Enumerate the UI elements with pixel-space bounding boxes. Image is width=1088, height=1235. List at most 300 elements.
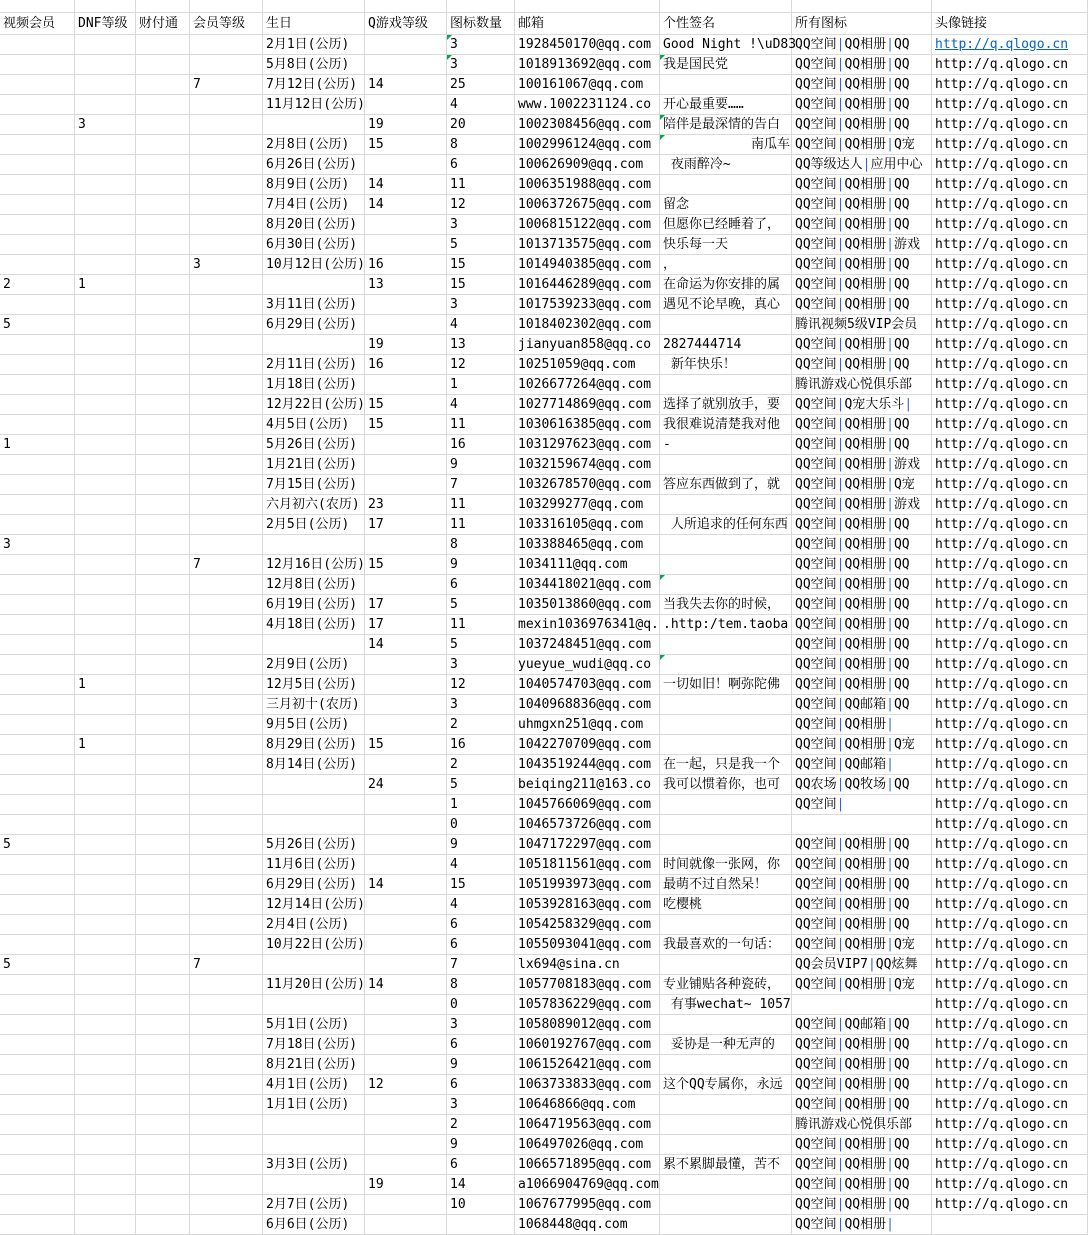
cell-avatar-link[interactable] xyxy=(932,35,1088,55)
cell-all-icons[interactable]: QQ空间|QQ相册|QQ xyxy=(792,915,932,935)
cell-icon-count[interactable]: 4 xyxy=(447,315,515,335)
cell-icon-count[interactable]: 1 xyxy=(447,375,515,395)
cell-email[interactable]: 1046573726@qq.com xyxy=(515,815,660,835)
cell-dnf-level[interactable] xyxy=(75,175,136,195)
cell-email[interactable]: 1067677995@qq.com xyxy=(515,1195,660,1215)
cell-member-level[interactable] xyxy=(190,975,263,995)
cell-email[interactable]: 1928450170@qq.com xyxy=(515,35,660,55)
empty-cell[interactable] xyxy=(660,0,792,13)
cell-all-icons[interactable]: 腾讯游戏心悦俱乐部 xyxy=(792,1115,932,1135)
cell-avatar-link[interactable] xyxy=(932,435,1088,455)
cell-email[interactable]: 10646866@qq.com xyxy=(515,1095,660,1115)
cell-signature[interactable] xyxy=(660,1055,792,1075)
cell-tenpay[interactable] xyxy=(136,1195,190,1215)
cell-icon-count[interactable]: 3 xyxy=(447,655,515,675)
cell-birthday[interactable] xyxy=(263,275,365,295)
cell-dnf-level[interactable]: 3 xyxy=(75,115,136,135)
cell-avatar-link[interactable] xyxy=(932,935,1088,955)
cell-icon-count[interactable]: 20 xyxy=(447,115,515,135)
cell-email[interactable]: lx694@sina.cn xyxy=(515,955,660,975)
cell-qgame-level[interactable] xyxy=(365,1215,447,1235)
cell-video-vip[interactable] xyxy=(0,1115,75,1135)
cell-icon-count[interactable]: 3 xyxy=(447,1095,515,1115)
cell-birthday[interactable]: 1月1日(公历) xyxy=(263,1095,365,1115)
cell-signature[interactable]: 陪伴是最深情的告白 xyxy=(660,115,792,135)
cell-member-level[interactable] xyxy=(190,95,263,115)
cell-dnf-level[interactable] xyxy=(75,1095,136,1115)
cell-signature[interactable] xyxy=(660,375,792,395)
cell-avatar-link[interactable] xyxy=(932,295,1088,315)
cell-all-icons[interactable]: QQ空间|QQ相册|Q宠 xyxy=(792,935,932,955)
cell-signature[interactable]: ， xyxy=(660,255,792,275)
cell-avatar-link[interactable] xyxy=(932,1015,1088,1035)
cell-icon-count[interactable]: 15 xyxy=(447,875,515,895)
cell-email[interactable]: uhmgxn251@qq.com xyxy=(515,715,660,735)
cell-dnf-level[interactable] xyxy=(75,795,136,815)
cell-email[interactable]: 1061526421@qq.com xyxy=(515,1055,660,1075)
cell-dnf-level[interactable] xyxy=(75,315,136,335)
cell-dnf-level[interactable] xyxy=(75,835,136,855)
cell-signature[interactable] xyxy=(660,715,792,735)
cell-icon-count[interactable]: 11 xyxy=(447,495,515,515)
cell-all-icons[interactable]: QQ空间|QQ相册|QQ xyxy=(792,95,932,115)
cell-avatar-link[interactable] xyxy=(932,415,1088,435)
cell-icon-count[interactable]: 16 xyxy=(447,735,515,755)
cell-email[interactable]: 1066571895@qq.com xyxy=(515,1155,660,1175)
cell-video-vip[interactable]: 5 xyxy=(0,835,75,855)
cell-birthday[interactable]: 4月5日(公历) xyxy=(263,415,365,435)
cell-icon-count[interactable]: 8 xyxy=(447,535,515,555)
cell-email[interactable]: 1057836229@qq.com xyxy=(515,995,660,1015)
cell-icon-count[interactable]: 13 xyxy=(447,335,515,355)
cell-dnf-level[interactable] xyxy=(75,975,136,995)
cell-video-vip[interactable] xyxy=(0,335,75,355)
cell-qgame-level[interactable]: 15 xyxy=(365,735,447,755)
cell-member-level[interactable] xyxy=(190,55,263,75)
cell-qgame-level[interactable] xyxy=(365,995,447,1015)
cell-member-level[interactable] xyxy=(190,335,263,355)
cell-video-vip[interactable] xyxy=(0,935,75,955)
cell-icon-count[interactable]: 5 xyxy=(447,595,515,615)
cell-all-icons[interactable]: QQ空间|QQ相册|QQ xyxy=(792,595,932,615)
cell-all-icons[interactable]: QQ空间|QQ相册|QQ xyxy=(792,195,932,215)
cell-avatar-link[interactable] xyxy=(932,795,1088,815)
cell-all-icons[interactable] xyxy=(792,815,932,835)
cell-signature[interactable]: 我可以惯着你，也可 xyxy=(660,775,792,795)
cell-email[interactable]: 1018913692@qq.com xyxy=(515,55,660,75)
cell-tenpay[interactable] xyxy=(136,895,190,915)
cell-signature[interactable]: 快乐每一天 xyxy=(660,235,792,255)
cell-birthday[interactable]: 6月29日(公历) xyxy=(263,315,365,335)
cell-signature[interactable]: 南瓜车 xyxy=(660,135,792,155)
cell-dnf-level[interactable] xyxy=(75,75,136,95)
cell-tenpay[interactable] xyxy=(136,275,190,295)
cell-signature[interactable] xyxy=(660,955,792,975)
cell-icon-count[interactable]: 3 xyxy=(447,1015,515,1035)
cell-dnf-level[interactable] xyxy=(75,455,136,475)
cell-video-vip[interactable]: 5 xyxy=(0,955,75,975)
cell-member-level[interactable] xyxy=(190,675,263,695)
cell-email[interactable]: 1026677264@qq.com xyxy=(515,375,660,395)
cell-all-icons[interactable]: QQ空间|QQ相册|Q宠 xyxy=(792,735,932,755)
cell-avatar-link[interactable] xyxy=(932,135,1088,155)
cell-qgame-level[interactable] xyxy=(365,915,447,935)
cell-avatar-link[interactable] xyxy=(932,55,1088,75)
cell-member-level[interactable] xyxy=(190,715,263,735)
cell-dnf-level[interactable] xyxy=(75,1175,136,1195)
cell-birthday[interactable]: 6月6日(公历) xyxy=(263,1215,365,1235)
cell-video-vip[interactable] xyxy=(0,855,75,875)
cell-qgame-level[interactable] xyxy=(365,675,447,695)
header-all-icons[interactable]: 所有图标 xyxy=(792,13,932,35)
cell-tenpay[interactable] xyxy=(136,575,190,595)
cell-dnf-level[interactable] xyxy=(75,555,136,575)
cell-qgame-level[interactable] xyxy=(365,1095,447,1115)
cell-avatar-link[interactable] xyxy=(932,355,1088,375)
cell-signature[interactable]: 夜雨醉冷~ xyxy=(660,155,792,175)
cell-dnf-level[interactable] xyxy=(75,755,136,775)
cell-qgame-level[interactable] xyxy=(365,695,447,715)
cell-tenpay[interactable] xyxy=(136,1155,190,1175)
empty-cell[interactable] xyxy=(0,0,75,13)
cell-tenpay[interactable] xyxy=(136,35,190,55)
cell-birthday[interactable]: 2月9日(公历) xyxy=(263,655,365,675)
cell-icon-count[interactable]: 2 xyxy=(447,1115,515,1135)
cell-qgame-level[interactable] xyxy=(365,95,447,115)
cell-all-icons[interactable]: QQ空间|QQ相册|游戏 xyxy=(792,235,932,255)
avatar-url-text[interactable]: http://q.qlogo.cn xyxy=(935,37,1069,52)
cell-qgame-level[interactable]: 14 xyxy=(365,195,447,215)
cell-tenpay[interactable] xyxy=(136,635,190,655)
cell-icon-count[interactable]: 4 xyxy=(447,855,515,875)
cell-icon-count[interactable]: 12 xyxy=(447,675,515,695)
cell-avatar-link[interactable] xyxy=(932,155,1088,175)
cell-tenpay[interactable] xyxy=(136,795,190,815)
cell-signature[interactable]: 开心最重要…… xyxy=(660,95,792,115)
cell-signature[interactable] xyxy=(660,1175,792,1195)
cell-icon-count[interactable]: 11 xyxy=(447,175,515,195)
cell-birthday[interactable]: 三月初十(农历) xyxy=(263,695,365,715)
cell-qgame-level[interactable] xyxy=(365,215,447,235)
cell-member-level[interactable] xyxy=(190,215,263,235)
empty-cell[interactable] xyxy=(932,0,1088,13)
cell-birthday[interactable] xyxy=(263,115,365,135)
cell-email[interactable]: 1037248451@qq.com xyxy=(515,635,660,655)
cell-birthday[interactable]: 2月8日(公历) xyxy=(263,135,365,155)
cell-icon-count[interactable]: 5 xyxy=(447,235,515,255)
cell-signature[interactable]: Good Night !\uD83 xyxy=(660,35,792,55)
cell-tenpay[interactable] xyxy=(136,395,190,415)
cell-video-vip[interactable] xyxy=(0,735,75,755)
cell-qgame-level[interactable] xyxy=(365,455,447,475)
cell-dnf-level[interactable] xyxy=(75,1155,136,1175)
cell-all-icons[interactable]: 腾讯视频5级VIP会员 xyxy=(792,315,932,335)
cell-member-level[interactable] xyxy=(190,835,263,855)
cell-dnf-level[interactable] xyxy=(75,715,136,735)
cell-email[interactable]: 1054258329@qq.com xyxy=(515,915,660,935)
cell-avatar-link[interactable] xyxy=(932,315,1088,335)
cell-avatar-link[interactable] xyxy=(932,1075,1088,1095)
cell-birthday[interactable]: 4月1日(公历) xyxy=(263,1075,365,1095)
cell-avatar-link[interactable] xyxy=(932,695,1088,715)
cell-all-icons[interactable]: QQ空间|QQ相册|QQ xyxy=(792,1195,932,1215)
cell-signature[interactable]: 吃樱桃 xyxy=(660,895,792,915)
cell-all-icons[interactable]: QQ空间|QQ相册|QQ xyxy=(792,355,932,375)
cell-dnf-level[interactable] xyxy=(75,335,136,355)
cell-signature[interactable]: 时间就像一张网，你 xyxy=(660,855,792,875)
cell-signature[interactable] xyxy=(660,75,792,95)
cell-birthday[interactable]: 2月5日(公历) xyxy=(263,515,365,535)
cell-all-icons[interactable] xyxy=(792,995,932,1015)
cell-signature[interactable] xyxy=(660,495,792,515)
cell-qgame-level[interactable] xyxy=(365,295,447,315)
cell-all-icons[interactable]: QQ空间|QQ相册|QQ xyxy=(792,175,932,195)
cell-signature[interactable] xyxy=(660,795,792,815)
cell-avatar-link[interactable] xyxy=(932,955,1088,975)
cell-video-vip[interactable] xyxy=(0,795,75,815)
cell-avatar-link[interactable] xyxy=(932,995,1088,1015)
cell-dnf-level[interactable] xyxy=(75,235,136,255)
cell-email[interactable]: 1068448@qq.com xyxy=(515,1215,660,1235)
cell-icon-count[interactable]: 6 xyxy=(447,155,515,175)
cell-video-vip[interactable] xyxy=(0,155,75,175)
cell-email[interactable]: 1031297623@qq.com xyxy=(515,435,660,455)
cell-email[interactable]: beiqing211@163.co xyxy=(515,775,660,795)
cell-member-level[interactable] xyxy=(190,795,263,815)
cell-avatar-link[interactable] xyxy=(932,235,1088,255)
cell-birthday[interactable]: 8月29日(公历) xyxy=(263,735,365,755)
cell-video-vip[interactable] xyxy=(0,175,75,195)
cell-birthday[interactable]: 8月9日(公历) xyxy=(263,175,365,195)
cell-icon-count[interactable]: 11 xyxy=(447,515,515,535)
cell-all-icons[interactable]: QQ空间|QQ邮箱|QQ xyxy=(792,695,932,715)
cell-member-level[interactable] xyxy=(190,275,263,295)
cell-tenpay[interactable] xyxy=(136,215,190,235)
cell-birthday[interactable] xyxy=(263,1175,365,1195)
cell-all-icons[interactable]: QQ空间|QQ相册|Q宠 xyxy=(792,475,932,495)
cell-icon-count[interactable]: 0 xyxy=(447,995,515,1015)
cell-qgame-level[interactable]: 23 xyxy=(365,495,447,515)
cell-dnf-level[interactable] xyxy=(75,475,136,495)
cell-video-vip[interactable] xyxy=(0,215,75,235)
cell-avatar-link[interactable] xyxy=(932,975,1088,995)
cell-tenpay[interactable] xyxy=(136,295,190,315)
cell-tenpay[interactable] xyxy=(136,735,190,755)
cell-dnf-level[interactable]: 1 xyxy=(75,675,136,695)
cell-qgame-level[interactable]: 17 xyxy=(365,595,447,615)
cell-qgame-level[interactable] xyxy=(365,535,447,555)
cell-all-icons[interactable]: QQ空间|QQ相册|QQ xyxy=(792,895,932,915)
cell-avatar-link[interactable] xyxy=(932,775,1088,795)
cell-member-level[interactable] xyxy=(190,755,263,775)
cell-signature[interactable]: 在一起，只是我一个 xyxy=(660,755,792,775)
cell-dnf-level[interactable] xyxy=(75,1035,136,1055)
cell-tenpay[interactable] xyxy=(136,875,190,895)
header-email[interactable]: 邮箱 xyxy=(515,13,660,35)
cell-all-icons[interactable]: QQ空间|QQ相册|QQ xyxy=(792,35,932,55)
cell-birthday[interactable]: 3月3日(公历) xyxy=(263,1155,365,1175)
cell-member-level[interactable] xyxy=(190,1075,263,1095)
cell-dnf-level[interactable] xyxy=(75,1015,136,1035)
cell-icon-count[interactable]: 6 xyxy=(447,935,515,955)
cell-icon-count[interactable]: 5 xyxy=(447,775,515,795)
cell-qgame-level[interactable] xyxy=(365,435,447,455)
cell-icon-count[interactable]: 0 xyxy=(447,815,515,835)
cell-icon-count[interactable]: 14 xyxy=(447,1175,515,1195)
cell-member-level[interactable] xyxy=(190,1155,263,1175)
cell-birthday[interactable]: 7月4日(公历) xyxy=(263,195,365,215)
cell-dnf-level[interactable] xyxy=(75,255,136,275)
cell-all-icons[interactable]: QQ空间|QQ相册|QQ xyxy=(792,855,932,875)
cell-qgame-level[interactable] xyxy=(365,855,447,875)
cell-email[interactable]: 1051811561@qq.com xyxy=(515,855,660,875)
cell-icon-count[interactable]: 3 xyxy=(447,695,515,715)
cell-member-level[interactable] xyxy=(190,875,263,895)
cell-tenpay[interactable] xyxy=(136,375,190,395)
cell-signature[interactable] xyxy=(660,535,792,555)
cell-signature[interactable] xyxy=(660,555,792,575)
cell-signature[interactable]: 人所追求的任何东西 xyxy=(660,515,792,535)
cell-avatar-link[interactable] xyxy=(932,455,1088,475)
cell-signature[interactable] xyxy=(660,575,792,595)
cell-video-vip[interactable] xyxy=(0,1055,75,1075)
cell-all-icons[interactable]: QQ空间|QQ相册|QQ xyxy=(792,655,932,675)
cell-email[interactable]: 1032678570@qq.com xyxy=(515,475,660,495)
cell-dnf-level[interactable] xyxy=(75,415,136,435)
cell-qgame-level[interactable]: 19 xyxy=(365,115,447,135)
cell-member-level[interactable] xyxy=(190,435,263,455)
cell-avatar-link[interactable] xyxy=(932,335,1088,355)
cell-signature[interactable] xyxy=(660,1115,792,1135)
cell-avatar-link[interactable] xyxy=(932,1215,1088,1235)
cell-tenpay[interactable] xyxy=(136,715,190,735)
cell-email[interactable]: 1032159674@qq.com xyxy=(515,455,660,475)
cell-video-vip[interactable] xyxy=(0,595,75,615)
cell-icon-count[interactable]: 2 xyxy=(447,715,515,735)
cell-dnf-level[interactable] xyxy=(75,775,136,795)
cell-qgame-level[interactable]: 14 xyxy=(365,875,447,895)
cell-qgame-level[interactable] xyxy=(365,815,447,835)
cell-dnf-level[interactable] xyxy=(75,435,136,455)
cell-qgame-level[interactable] xyxy=(365,1195,447,1215)
cell-tenpay[interactable] xyxy=(136,315,190,335)
cell-tenpay[interactable] xyxy=(136,75,190,95)
cell-birthday[interactable]: 1月18日(公历) xyxy=(263,375,365,395)
cell-birthday[interactable]: 7月15日(公历) xyxy=(263,475,365,495)
header-tenpay[interactable]: 财付通 xyxy=(136,13,190,35)
cell-email[interactable]: 1040574703@qq.com xyxy=(515,675,660,695)
cell-qgame-level[interactable]: 19 xyxy=(365,1175,447,1195)
cell-member-level[interactable] xyxy=(190,855,263,875)
cell-video-vip[interactable] xyxy=(0,715,75,735)
cell-all-icons[interactable]: QQ空间|QQ相册|QQ xyxy=(792,835,932,855)
cell-dnf-level[interactable] xyxy=(75,375,136,395)
cell-member-level[interactable] xyxy=(190,1175,263,1195)
cell-signature[interactable]: 我最喜欢的一句话： xyxy=(660,935,792,955)
empty-cell[interactable] xyxy=(792,0,932,13)
cell-birthday[interactable]: 12月14日(公历) xyxy=(263,895,365,915)
cell-video-vip[interactable] xyxy=(0,1135,75,1155)
cell-tenpay[interactable] xyxy=(136,355,190,375)
cell-signature[interactable] xyxy=(660,1015,792,1035)
cell-member-level[interactable] xyxy=(190,1115,263,1135)
cell-icon-count[interactable]: 6 xyxy=(447,1075,515,1095)
cell-dnf-level[interactable] xyxy=(75,35,136,55)
cell-icon-count[interactable]: 5 xyxy=(447,635,515,655)
cell-dnf-level[interactable] xyxy=(75,655,136,675)
cell-signature[interactable]: 在命运为你安排的属 xyxy=(660,275,792,295)
cell-birthday[interactable]: 6月19日(公历) xyxy=(263,595,365,615)
cell-member-level[interactable] xyxy=(190,1135,263,1155)
cell-birthday[interactable] xyxy=(263,955,365,975)
cell-signature[interactable] xyxy=(660,735,792,755)
empty-cell[interactable] xyxy=(515,0,660,13)
cell-avatar-link[interactable] xyxy=(932,875,1088,895)
cell-signature[interactable] xyxy=(660,1215,792,1235)
cell-member-level[interactable] xyxy=(190,355,263,375)
cell-signature[interactable]: 选择了就别放手，要 xyxy=(660,395,792,415)
cell-signature[interactable]: 我很难说清楚我对他 xyxy=(660,415,792,435)
cell-signature[interactable] xyxy=(660,655,792,675)
cell-dnf-level[interactable]: 1 xyxy=(75,275,136,295)
cell-avatar-link[interactable] xyxy=(932,215,1088,235)
cell-qgame-level[interactable]: 17 xyxy=(365,515,447,535)
cell-tenpay[interactable] xyxy=(136,775,190,795)
cell-all-icons[interactable]: QQ等级达人|应用中心 xyxy=(792,155,932,175)
cell-all-icons[interactable]: QQ空间|QQ相册|QQ xyxy=(792,215,932,235)
cell-birthday[interactable]: 12月22日(公历) xyxy=(263,395,365,415)
cell-video-vip[interactable] xyxy=(0,375,75,395)
cell-icon-count[interactable]: 4 xyxy=(447,95,515,115)
cell-dnf-level[interactable] xyxy=(75,875,136,895)
cell-dnf-level[interactable]: 1 xyxy=(75,735,136,755)
cell-icon-count[interactable]: 16 xyxy=(447,435,515,455)
cell-avatar-link[interactable] xyxy=(932,835,1088,855)
cell-dnf-level[interactable] xyxy=(75,955,136,975)
cell-tenpay[interactable] xyxy=(136,695,190,715)
cell-dnf-level[interactable] xyxy=(75,695,136,715)
cell-birthday[interactable]: 12月8日(公历) xyxy=(263,575,365,595)
cell-birthday[interactable]: 2月11日(公历) xyxy=(263,355,365,375)
cell-icon-count[interactable]: 9 xyxy=(447,1135,515,1155)
cell-video-vip[interactable] xyxy=(0,295,75,315)
cell-email[interactable]: 100626909@qq.com xyxy=(515,155,660,175)
cell-qgame-level[interactable]: 14 xyxy=(365,75,447,95)
cell-member-level[interactable] xyxy=(190,635,263,655)
cell-birthday[interactable]: 6月29日(公历) xyxy=(263,875,365,895)
cell-qgame-level[interactable]: 17 xyxy=(365,615,447,635)
cell-signature[interactable]: 累不累脚最懂，苦不 xyxy=(660,1155,792,1175)
cell-video-vip[interactable] xyxy=(0,475,75,495)
cell-member-level[interactable] xyxy=(190,35,263,55)
cell-signature[interactable] xyxy=(660,1095,792,1115)
cell-tenpay[interactable] xyxy=(136,135,190,155)
cell-birthday[interactable] xyxy=(263,1135,365,1155)
cell-all-icons[interactable]: QQ空间|QQ相册|QQ xyxy=(792,1075,932,1095)
cell-signature[interactable]: 新年快乐！ xyxy=(660,355,792,375)
cell-birthday[interactable] xyxy=(263,815,365,835)
cell-all-icons[interactable]: QQ空间|QQ邮箱|QQ xyxy=(792,1015,932,1035)
cell-video-vip[interactable] xyxy=(0,1075,75,1095)
cell-icon-count[interactable]: 6 xyxy=(447,575,515,595)
cell-email[interactable]: 1058089012@qq.com xyxy=(515,1015,660,1035)
cell-video-vip[interactable] xyxy=(0,75,75,95)
cell-tenpay[interactable] xyxy=(136,255,190,275)
cell-email[interactable]: 1018402302@qq.com xyxy=(515,315,660,335)
cell-member-level[interactable] xyxy=(190,575,263,595)
cell-all-icons[interactable]: QQ空间|QQ相册|QQ xyxy=(792,1035,932,1055)
cell-member-level[interactable] xyxy=(190,595,263,615)
